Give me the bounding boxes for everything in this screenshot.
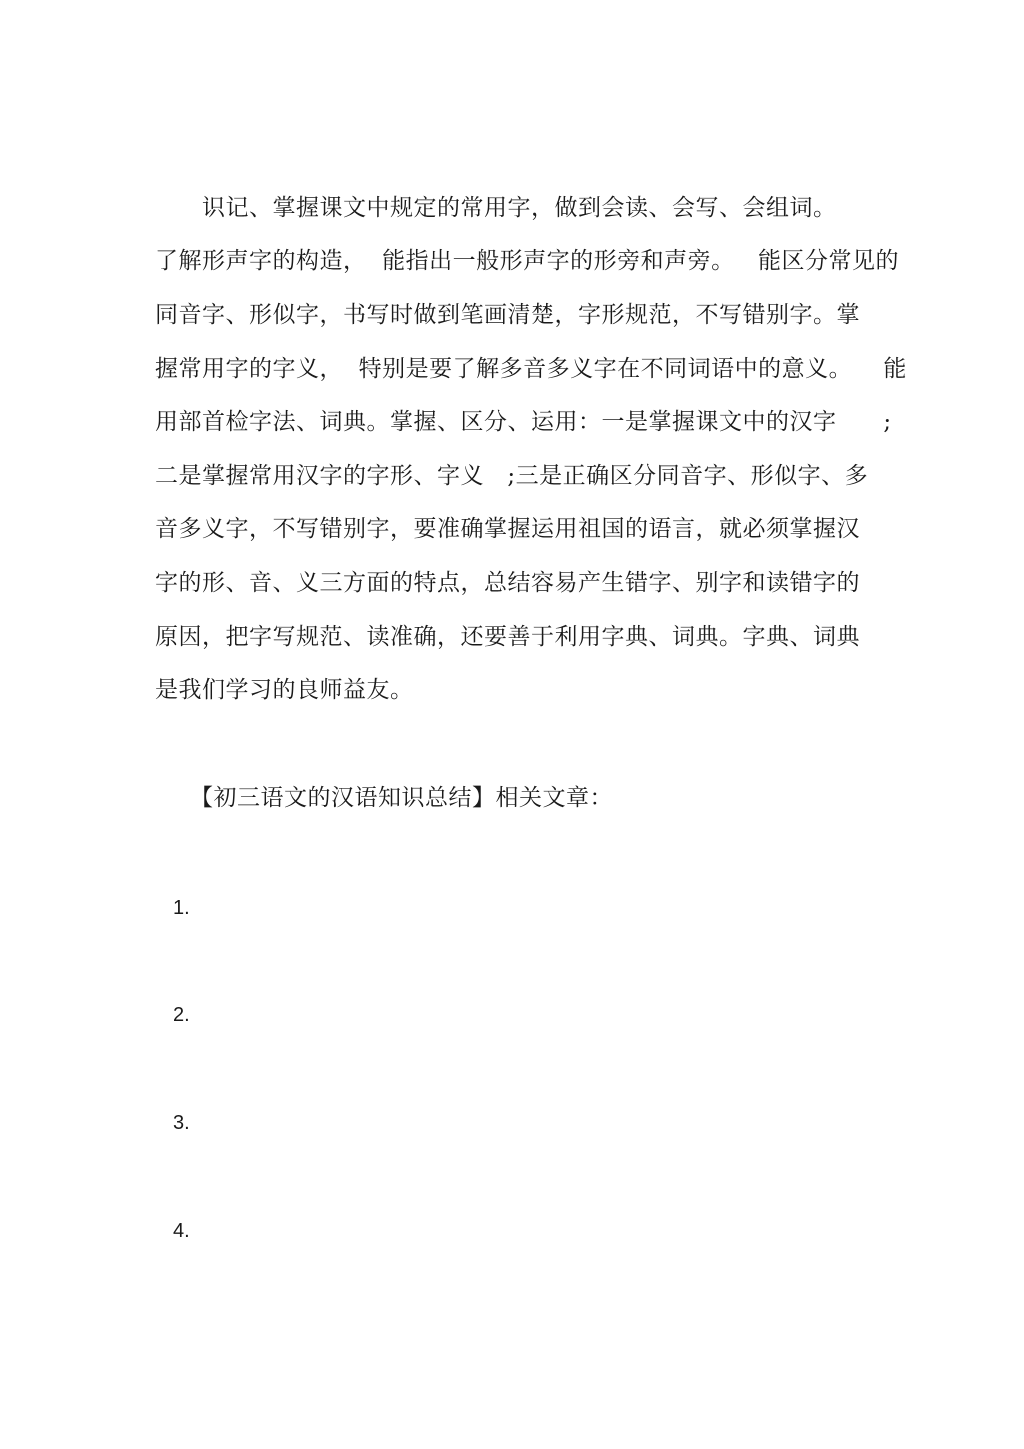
paragraph-line-6: 二是掌握常用汉字的字形、字义 ;三是正确区分同音字、形似字、多 (155, 463, 869, 489)
paragraph-line-9: 原因，把字写规范、读准确，还要善于利用字典、词典。字典、词典 (155, 624, 860, 650)
related-item-1[interactable]: 1. (173, 897, 190, 919)
related-item-4[interactable]: 4. (173, 1220, 190, 1242)
paragraph-line-8: 字的形、音、义三方面的特点，总结容易产生错字、别字和读错字的 (155, 570, 860, 596)
paragraph-line-2: 了解形声字的构造， 能指出一般形声字的形旁和声旁。 能区分常见的 (155, 248, 900, 274)
paragraph-line-4: 握常用字的字义， 特别是要了解多音多义字在不同词语中的意义。 能 (155, 356, 907, 382)
paragraph-line-3: 同音字、形似字，书写时做到笔画清楚，字形规范，不写错别字。掌 (155, 302, 860, 328)
paragraph-line-1: 识记、掌握课文中规定的常用字，做到会读、会写、会组词。 (155, 195, 837, 221)
paragraph-line-10: 是我们学习的良师益友。 (155, 677, 414, 703)
paragraph-line-5: 用部首检字法、词典。掌握、区分、运用：一是掌握课文中的汉字 ; (155, 409, 892, 435)
related-articles-heading: 【初三语文的汉语知识总结】相关文章： (190, 785, 613, 811)
related-item-3[interactable]: 3. (173, 1112, 190, 1134)
paragraph-line-7: 音多义字，不写错别字，要准确掌握运用祖国的语言，就必须掌握汉 (155, 516, 860, 542)
related-item-2[interactable]: 2. (173, 1004, 190, 1026)
